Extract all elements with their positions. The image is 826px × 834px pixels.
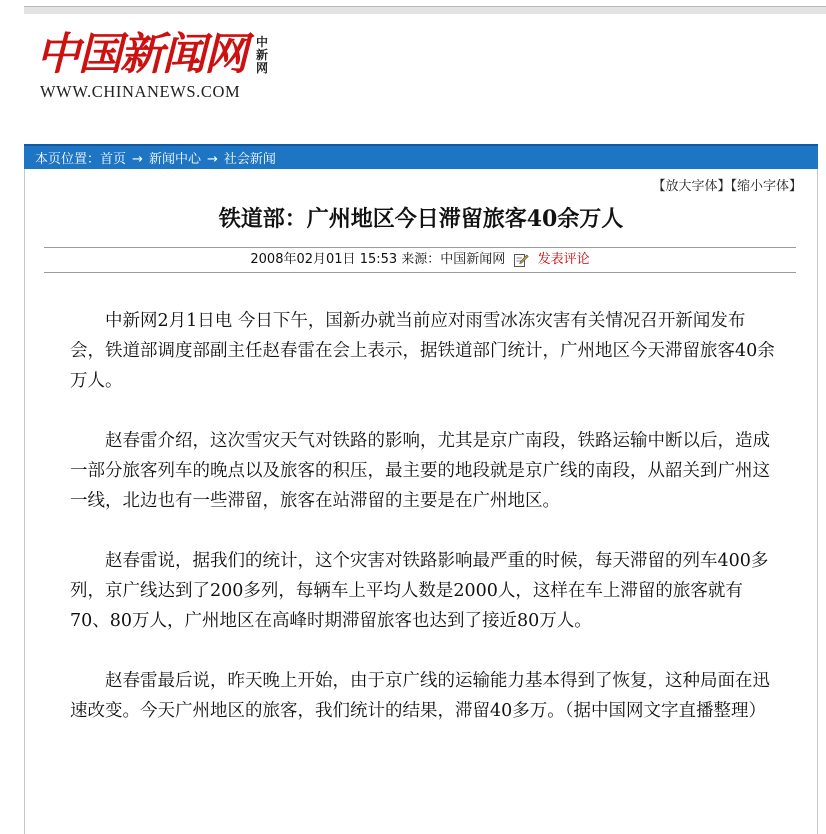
article-source: 来源：中国新闻网 [401, 252, 506, 267]
breadcrumb-news-center[interactable]: 新闻中心 [148, 152, 201, 167]
pen-icon[interactable] [513, 252, 529, 268]
article-paragraph: 赵春雷最后说，昨天晚上开始，由于京广线的运输能力基本得到了恢复，这种局面在迅速改变。今天广州地区的旅客，我们统计的结果，滞留40多万。（据中国网文字直播整理） [70, 671, 770, 721]
article-datetime: 2008年02月01日 15:53 [250, 252, 398, 267]
article-paragraph: 赵春雷介绍，这次雪灾天气对铁路的影响，尤其是京广南段，铁路运输中断以后，造成一部分旅客列车的晚点以及旅客的积压，最主要的地段就是京广线的南段，从韶关到广州这一线，北边也有一些滞留，旅客在站滞留的主要是在广州地区。 [70, 431, 770, 511]
article-paragraph: 中新网2月1日电 今日下午，国新办就当前应对雨雪冰冻灾害有关情况召开新闻发布会，铁道部调度部副主任赵春雷在会上表示，据铁道部门统计，广州地区今天滞留旅客40余万人。 [70, 311, 775, 391]
arrow-right-icon: → [132, 152, 143, 167]
breadcrumb [24, 144, 818, 169]
logo-side-text: 中新网 [255, 35, 268, 75]
breadcrumb-home[interactable]: 首页 [100, 152, 127, 167]
logo-chinese-text: 中国新闻网 [36, 29, 246, 80]
font-size-controls [652, 175, 802, 194]
enlarge-font-link[interactable]: 【放大字体】 [652, 179, 731, 194]
breadcrumb-label: 本页位置： [35, 152, 101, 167]
article-meta [44, 247, 796, 273]
site-logo[interactable] [36, 30, 286, 105]
shrink-font-link[interactable]: 【缩小字体】 [730, 179, 802, 194]
breadcrumb-society-news[interactable]: 社会新闻 [223, 152, 276, 167]
post-comment-link[interactable]: 发表评论 [537, 252, 590, 267]
article-body [70, 306, 775, 756]
article-paragraph: 赵春雷说，据我们的统计，这个灾害对铁路影响最严重的时候，每天滞留的列车400多列，京广线达到了200多列，每辆车上平均人数是2000人，这样在车上滞留的旅客就有70、80万人，广州地区在高峰时期滞留旅客也达到了接近80万人。 [70, 551, 769, 631]
logo-url-text: WWW.CHINANEWS.COM [40, 82, 241, 101]
article-title: 铁道部：广州地区今日滞留旅客40余万人 [218, 206, 624, 232]
top-rule [24, 6, 826, 14]
arrow-right-icon: → [206, 152, 218, 167]
